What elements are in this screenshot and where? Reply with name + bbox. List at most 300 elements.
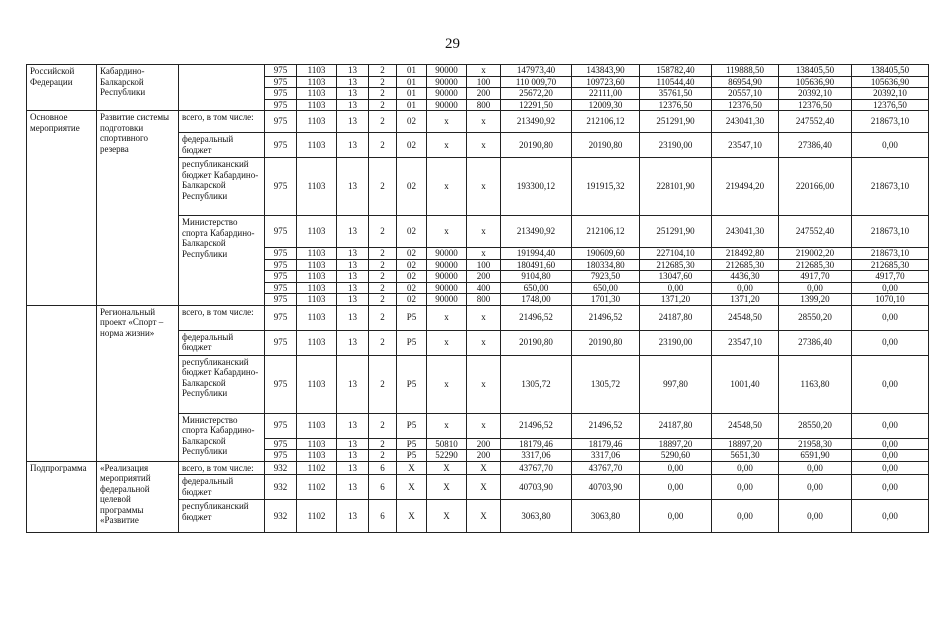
value-cell: 13 bbox=[337, 158, 369, 216]
value-cell: 0,00 bbox=[779, 475, 852, 500]
value-cell: 4917,70 bbox=[852, 271, 929, 283]
value-cell: 2 bbox=[369, 99, 397, 111]
value-cell: 02 bbox=[397, 271, 427, 283]
value-cell: 43767,70 bbox=[501, 461, 572, 475]
value-cell: 110 009,70 bbox=[501, 76, 572, 88]
value-cell: 212685,30 bbox=[779, 259, 852, 271]
funding-source-cell: республиканский бюджет bbox=[179, 500, 265, 533]
value-cell: 109723,60 bbox=[572, 76, 640, 88]
value-cell: 0,00 bbox=[852, 355, 929, 413]
funding-source-cell: федеральный бюджет bbox=[179, 133, 265, 158]
value-cell: 2 bbox=[369, 355, 397, 413]
value-cell: 01 bbox=[397, 76, 427, 88]
value-cell: 228101,90 bbox=[640, 158, 712, 216]
value-cell: 13 bbox=[337, 111, 369, 133]
value-cell: 02 bbox=[397, 111, 427, 133]
value-cell: 143843,90 bbox=[572, 65, 640, 77]
value-cell: 1103 bbox=[297, 438, 337, 450]
value-cell: 220166,00 bbox=[779, 158, 852, 216]
value-cell: X bbox=[427, 475, 467, 500]
value-cell: 6 bbox=[369, 500, 397, 533]
value-cell: X bbox=[467, 500, 501, 533]
value-cell: 1103 bbox=[297, 65, 337, 77]
value-cell: 13 bbox=[337, 282, 369, 294]
value-cell: 25672,20 bbox=[501, 88, 572, 100]
value-cell: 23547,10 bbox=[712, 133, 779, 158]
event-status-cell: Основное мероприятие bbox=[27, 111, 97, 306]
value-cell: 7923,50 bbox=[572, 271, 640, 283]
value-cell: 0,00 bbox=[712, 500, 779, 533]
value-cell: 400 bbox=[467, 282, 501, 294]
value-cell: 2 bbox=[369, 133, 397, 158]
value-cell: 90000 bbox=[427, 99, 467, 111]
funding-source-cell: республиканский бюджет Кабардино-Балкарской Республики bbox=[179, 355, 265, 413]
value-cell: x bbox=[467, 111, 501, 133]
value-cell: 27386,40 bbox=[779, 330, 852, 355]
value-cell: 158782,40 bbox=[640, 65, 712, 77]
value-cell: 12376,50 bbox=[852, 99, 929, 111]
value-cell: 2 bbox=[369, 111, 397, 133]
funding-source-cell: Министерство спорта Кабардино-Балкарской Республики bbox=[179, 216, 265, 306]
value-cell: 243041,30 bbox=[712, 216, 779, 248]
value-cell: 13 bbox=[337, 133, 369, 158]
value-cell: 1103 bbox=[297, 216, 337, 248]
value-cell: 247552,40 bbox=[779, 216, 852, 248]
value-cell: 975 bbox=[265, 413, 297, 438]
value-cell: 218673,10 bbox=[852, 248, 929, 260]
value-cell: 227104,10 bbox=[640, 248, 712, 260]
value-cell: 1305,72 bbox=[572, 355, 640, 413]
value-cell: P5 bbox=[397, 330, 427, 355]
value-cell: 50810 bbox=[427, 438, 467, 450]
value-cell: 20392,10 bbox=[779, 88, 852, 100]
value-cell: 190609,60 bbox=[572, 248, 640, 260]
value-cell: 21958,30 bbox=[779, 438, 852, 450]
value-cell: 1103 bbox=[297, 305, 337, 330]
value-cell: 3317,06 bbox=[501, 450, 572, 462]
value-cell: 13 bbox=[337, 259, 369, 271]
event-name-cell: Региональный проект «Спорт – норма жизни» bbox=[97, 305, 179, 461]
value-cell: 20190,80 bbox=[501, 330, 572, 355]
value-cell: P5 bbox=[397, 450, 427, 462]
value-cell: 1748,00 bbox=[501, 294, 572, 306]
funding-source-cell: федеральный бюджет bbox=[179, 330, 265, 355]
value-cell: 13 bbox=[337, 355, 369, 413]
value-cell: 90000 bbox=[427, 248, 467, 260]
value-cell: 0,00 bbox=[852, 475, 929, 500]
value-cell: 1371,20 bbox=[640, 294, 712, 306]
value-cell: 90000 bbox=[427, 65, 467, 77]
value-cell: 90000 bbox=[427, 282, 467, 294]
value-cell: 2 bbox=[369, 65, 397, 77]
value-cell: 13 bbox=[337, 271, 369, 283]
event-name-cell: Развитие системы подготовки спортивного резерва bbox=[97, 111, 179, 306]
value-cell: x bbox=[467, 305, 501, 330]
value-cell: 86954,90 bbox=[712, 76, 779, 88]
value-cell: x bbox=[427, 305, 467, 330]
value-cell: 21496,52 bbox=[501, 413, 572, 438]
value-cell: x bbox=[467, 158, 501, 216]
value-cell: 2 bbox=[369, 259, 397, 271]
funding-source-cell bbox=[179, 65, 265, 111]
value-cell: 975 bbox=[265, 65, 297, 77]
value-cell: 1103 bbox=[297, 282, 337, 294]
value-cell: 105636,90 bbox=[852, 76, 929, 88]
value-cell: 105636,90 bbox=[779, 76, 852, 88]
value-cell: 43767,70 bbox=[572, 461, 640, 475]
value-cell: P5 bbox=[397, 413, 427, 438]
value-cell: P5 bbox=[397, 355, 427, 413]
value-cell: x bbox=[427, 133, 467, 158]
value-cell: 975 bbox=[265, 111, 297, 133]
value-cell: 0,00 bbox=[852, 461, 929, 475]
value-cell: 650,00 bbox=[572, 282, 640, 294]
page-number: 29 bbox=[445, 36, 460, 52]
value-cell: 13 bbox=[337, 330, 369, 355]
value-cell: 28550,20 bbox=[779, 305, 852, 330]
value-cell: 2 bbox=[369, 216, 397, 248]
value-cell: 1103 bbox=[297, 413, 337, 438]
value-cell: 6 bbox=[369, 475, 397, 500]
value-cell: 975 bbox=[265, 99, 297, 111]
value-cell: 52290 bbox=[427, 450, 467, 462]
value-cell: 975 bbox=[265, 282, 297, 294]
value-cell: 243041,30 bbox=[712, 111, 779, 133]
value-cell: 0,00 bbox=[712, 282, 779, 294]
value-cell: 5290,60 bbox=[640, 450, 712, 462]
value-cell: 20557,10 bbox=[712, 88, 779, 100]
value-cell: 0,00 bbox=[779, 500, 852, 533]
value-cell: 0,00 bbox=[852, 305, 929, 330]
value-cell: 212685,30 bbox=[712, 259, 779, 271]
value-cell: 218673,10 bbox=[852, 111, 929, 133]
value-cell: 01 bbox=[397, 65, 427, 77]
value-cell: 2 bbox=[369, 158, 397, 216]
value-cell: 1103 bbox=[297, 248, 337, 260]
value-cell: 100 bbox=[467, 76, 501, 88]
value-cell: 800 bbox=[467, 99, 501, 111]
event-status-cell: Российской Федерации bbox=[27, 65, 97, 111]
value-cell: 23190,00 bbox=[640, 133, 712, 158]
value-cell: 2 bbox=[369, 88, 397, 100]
value-cell: 0,00 bbox=[779, 282, 852, 294]
value-cell: 1103 bbox=[297, 133, 337, 158]
value-cell: 1103 bbox=[297, 99, 337, 111]
value-cell: 193300,12 bbox=[501, 158, 572, 216]
value-cell: 23547,10 bbox=[712, 330, 779, 355]
value-cell: 1001,40 bbox=[712, 355, 779, 413]
value-cell: x bbox=[427, 111, 467, 133]
value-cell: x bbox=[467, 330, 501, 355]
value-cell: 213490,92 bbox=[501, 111, 572, 133]
value-cell: 24187,80 bbox=[640, 413, 712, 438]
value-cell: 1103 bbox=[297, 330, 337, 355]
value-cell: 0,00 bbox=[712, 461, 779, 475]
event-name-cell: Кабардино-Балкарской Республики bbox=[97, 65, 179, 111]
value-cell: 21496,52 bbox=[501, 305, 572, 330]
value-cell: 3317,06 bbox=[572, 450, 640, 462]
value-cell: 1701,30 bbox=[572, 294, 640, 306]
funding-source-cell: всего, в том числе: bbox=[179, 461, 265, 475]
value-cell: 5651,30 bbox=[712, 450, 779, 462]
value-cell: 180491,60 bbox=[501, 259, 572, 271]
value-cell: 138405,50 bbox=[852, 65, 929, 77]
table-row bbox=[27, 461, 929, 475]
value-cell: 35761,50 bbox=[640, 88, 712, 100]
value-cell: 22111,00 bbox=[572, 88, 640, 100]
value-cell: 975 bbox=[265, 133, 297, 158]
value-cell: 9104,80 bbox=[501, 271, 572, 283]
value-cell: 13 bbox=[337, 216, 369, 248]
event-status-cell bbox=[27, 305, 97, 461]
value-cell: 1103 bbox=[297, 158, 337, 216]
value-cell: 13 bbox=[337, 500, 369, 533]
value-cell: x bbox=[427, 330, 467, 355]
value-cell: X bbox=[397, 461, 427, 475]
value-cell: 02 bbox=[397, 294, 427, 306]
value-cell: 02 bbox=[397, 248, 427, 260]
value-cell: 90000 bbox=[427, 76, 467, 88]
value-cell: 1103 bbox=[297, 111, 337, 133]
value-cell: 2 bbox=[369, 438, 397, 450]
value-cell: 218673,10 bbox=[852, 216, 929, 248]
value-cell: 200 bbox=[467, 88, 501, 100]
value-cell: 0,00 bbox=[852, 133, 929, 158]
value-cell: 975 bbox=[265, 305, 297, 330]
value-cell: 1103 bbox=[297, 88, 337, 100]
value-cell: 2 bbox=[369, 248, 397, 260]
value-cell: 147973,40 bbox=[501, 65, 572, 77]
value-cell: 21496,52 bbox=[572, 413, 640, 438]
value-cell: 13047,60 bbox=[640, 271, 712, 283]
value-cell: 0,00 bbox=[852, 330, 929, 355]
value-cell: 138405,50 bbox=[779, 65, 852, 77]
value-cell: X bbox=[467, 475, 501, 500]
value-cell: 20190,80 bbox=[572, 330, 640, 355]
value-cell: 0,00 bbox=[852, 413, 929, 438]
budget-table bbox=[26, 64, 929, 533]
value-cell: 02 bbox=[397, 158, 427, 216]
value-cell: 12291,50 bbox=[501, 99, 572, 111]
value-cell: 975 bbox=[265, 248, 297, 260]
value-cell: 1070,10 bbox=[852, 294, 929, 306]
value-cell: 650,00 bbox=[501, 282, 572, 294]
value-cell: x bbox=[427, 216, 467, 248]
table-row bbox=[27, 111, 929, 133]
value-cell: 18897,20 bbox=[712, 438, 779, 450]
value-cell: 27386,40 bbox=[779, 133, 852, 158]
value-cell: 21496,52 bbox=[572, 305, 640, 330]
value-cell: 0,00 bbox=[640, 461, 712, 475]
value-cell: 1163,80 bbox=[779, 355, 852, 413]
value-cell: 24548,50 bbox=[712, 305, 779, 330]
value-cell: x bbox=[427, 355, 467, 413]
value-cell: 12009,30 bbox=[572, 99, 640, 111]
value-cell: 1399,20 bbox=[779, 294, 852, 306]
value-cell: 13 bbox=[337, 475, 369, 500]
value-cell: x bbox=[467, 248, 501, 260]
value-cell: 932 bbox=[265, 475, 297, 500]
value-cell: 100 bbox=[467, 259, 501, 271]
value-cell: 975 bbox=[265, 294, 297, 306]
value-cell: 4436,30 bbox=[712, 271, 779, 283]
value-cell: 90000 bbox=[427, 294, 467, 306]
value-cell: 13 bbox=[337, 88, 369, 100]
value-cell: x bbox=[427, 158, 467, 216]
funding-source-cell: республиканский бюджет Кабардино-Балкарской Республики bbox=[179, 158, 265, 216]
value-cell: 13 bbox=[337, 76, 369, 88]
value-cell: 1102 bbox=[297, 475, 337, 500]
value-cell: X bbox=[397, 475, 427, 500]
value-cell: 0,00 bbox=[852, 438, 929, 450]
value-cell: 1103 bbox=[297, 76, 337, 88]
event-name-cell: «Реализация мероприятий федеральной целевой программы «Развитие bbox=[97, 461, 179, 533]
value-cell: 20392,10 bbox=[852, 88, 929, 100]
value-cell: 13 bbox=[337, 248, 369, 260]
event-status-cell: Подпрограмма bbox=[27, 461, 97, 533]
value-cell: X bbox=[397, 500, 427, 533]
value-cell: 251291,90 bbox=[640, 216, 712, 248]
value-cell: 24548,50 bbox=[712, 413, 779, 438]
value-cell: 180334,80 bbox=[572, 259, 640, 271]
value-cell: 02 bbox=[397, 282, 427, 294]
value-cell: 12376,50 bbox=[712, 99, 779, 111]
value-cell: 0,00 bbox=[852, 500, 929, 533]
value-cell: 219002,20 bbox=[779, 248, 852, 260]
value-cell: 12376,50 bbox=[779, 99, 852, 111]
value-cell: 251291,90 bbox=[640, 111, 712, 133]
value-cell: 975 bbox=[265, 438, 297, 450]
value-cell: 4917,70 bbox=[779, 271, 852, 283]
value-cell: 0,00 bbox=[712, 475, 779, 500]
value-cell: 1103 bbox=[297, 450, 337, 462]
value-cell: 1102 bbox=[297, 500, 337, 533]
value-cell: x bbox=[467, 65, 501, 77]
value-cell: 218492,80 bbox=[712, 248, 779, 260]
value-cell: 40703,90 bbox=[501, 475, 572, 500]
value-cell: 1102 bbox=[297, 461, 337, 475]
value-cell: P5 bbox=[397, 305, 427, 330]
value-cell: 13 bbox=[337, 413, 369, 438]
value-cell: 0,00 bbox=[640, 500, 712, 533]
value-cell: 975 bbox=[265, 88, 297, 100]
value-cell: 1371,20 bbox=[712, 294, 779, 306]
value-cell: 13 bbox=[337, 461, 369, 475]
value-cell: 24187,80 bbox=[640, 305, 712, 330]
value-cell: 200 bbox=[467, 271, 501, 283]
value-cell: 13 bbox=[337, 438, 369, 450]
value-cell: 01 bbox=[397, 88, 427, 100]
value-cell: x bbox=[467, 216, 501, 248]
value-cell: 200 bbox=[467, 450, 501, 462]
value-cell: 200 bbox=[467, 438, 501, 450]
funding-source-cell: Министерство спорта Кабардино-Балкарской Республики bbox=[179, 413, 265, 461]
value-cell: 01 bbox=[397, 99, 427, 111]
value-cell: 2 bbox=[369, 271, 397, 283]
value-cell: 975 bbox=[265, 259, 297, 271]
value-cell: 28550,20 bbox=[779, 413, 852, 438]
value-cell: x bbox=[427, 413, 467, 438]
value-cell: 0,00 bbox=[852, 282, 929, 294]
value-cell: 90000 bbox=[427, 88, 467, 100]
value-cell: 2 bbox=[369, 305, 397, 330]
value-cell: 213490,92 bbox=[501, 216, 572, 248]
funding-source-cell: федеральный бюджет bbox=[179, 475, 265, 500]
value-cell: 0,00 bbox=[852, 450, 929, 462]
value-cell: 23190,00 bbox=[640, 330, 712, 355]
value-cell: 212685,30 bbox=[852, 259, 929, 271]
value-cell: 1305,72 bbox=[501, 355, 572, 413]
value-cell: x bbox=[467, 355, 501, 413]
value-cell: 191994,40 bbox=[501, 248, 572, 260]
value-cell: x bbox=[467, 133, 501, 158]
value-cell: 1103 bbox=[297, 294, 337, 306]
table-row bbox=[27, 65, 929, 77]
value-cell: 90000 bbox=[427, 271, 467, 283]
value-cell: 18179,46 bbox=[501, 438, 572, 450]
value-cell: 6 bbox=[369, 461, 397, 475]
value-cell: X bbox=[427, 500, 467, 533]
value-cell: 975 bbox=[265, 355, 297, 413]
value-cell: 212685,30 bbox=[640, 259, 712, 271]
value-cell: 975 bbox=[265, 216, 297, 248]
value-cell: 90000 bbox=[427, 259, 467, 271]
value-cell: 13 bbox=[337, 305, 369, 330]
value-cell: 212106,12 bbox=[572, 216, 640, 248]
value-cell: 02 bbox=[397, 133, 427, 158]
value-cell: 191915,32 bbox=[572, 158, 640, 216]
value-cell: P5 bbox=[397, 438, 427, 450]
value-cell: 218673,10 bbox=[852, 158, 929, 216]
table-row bbox=[27, 305, 929, 330]
value-cell: 997,80 bbox=[640, 355, 712, 413]
value-cell: 0,00 bbox=[640, 475, 712, 500]
value-cell: 975 bbox=[265, 330, 297, 355]
value-cell: 2 bbox=[369, 450, 397, 462]
value-cell: 212106,12 bbox=[572, 111, 640, 133]
value-cell: 1103 bbox=[297, 271, 337, 283]
value-cell: 02 bbox=[397, 216, 427, 248]
value-cell: X bbox=[427, 461, 467, 475]
value-cell: x bbox=[467, 413, 501, 438]
value-cell: 02 bbox=[397, 259, 427, 271]
value-cell: 2 bbox=[369, 76, 397, 88]
value-cell: 975 bbox=[265, 158, 297, 216]
value-cell: 932 bbox=[265, 500, 297, 533]
value-cell: 2 bbox=[369, 413, 397, 438]
value-cell: 0,00 bbox=[779, 461, 852, 475]
value-cell: 13 bbox=[337, 294, 369, 306]
value-cell: 20190,80 bbox=[501, 133, 572, 158]
value-cell: 6591,90 bbox=[779, 450, 852, 462]
value-cell: 3063,80 bbox=[501, 500, 572, 533]
value-cell: 13 bbox=[337, 65, 369, 77]
value-cell: 2 bbox=[369, 294, 397, 306]
value-cell: 932 bbox=[265, 461, 297, 475]
value-cell: 800 bbox=[467, 294, 501, 306]
value-cell: X bbox=[467, 461, 501, 475]
value-cell: 2 bbox=[369, 282, 397, 294]
value-cell: 12376,50 bbox=[640, 99, 712, 111]
value-cell: 119888,50 bbox=[712, 65, 779, 77]
value-cell: 110544,40 bbox=[640, 76, 712, 88]
value-cell: 219494,20 bbox=[712, 158, 779, 216]
value-cell: 1103 bbox=[297, 259, 337, 271]
value-cell: 13 bbox=[337, 99, 369, 111]
value-cell: 2 bbox=[369, 330, 397, 355]
value-cell: 13 bbox=[337, 450, 369, 462]
value-cell: 3063,80 bbox=[572, 500, 640, 533]
